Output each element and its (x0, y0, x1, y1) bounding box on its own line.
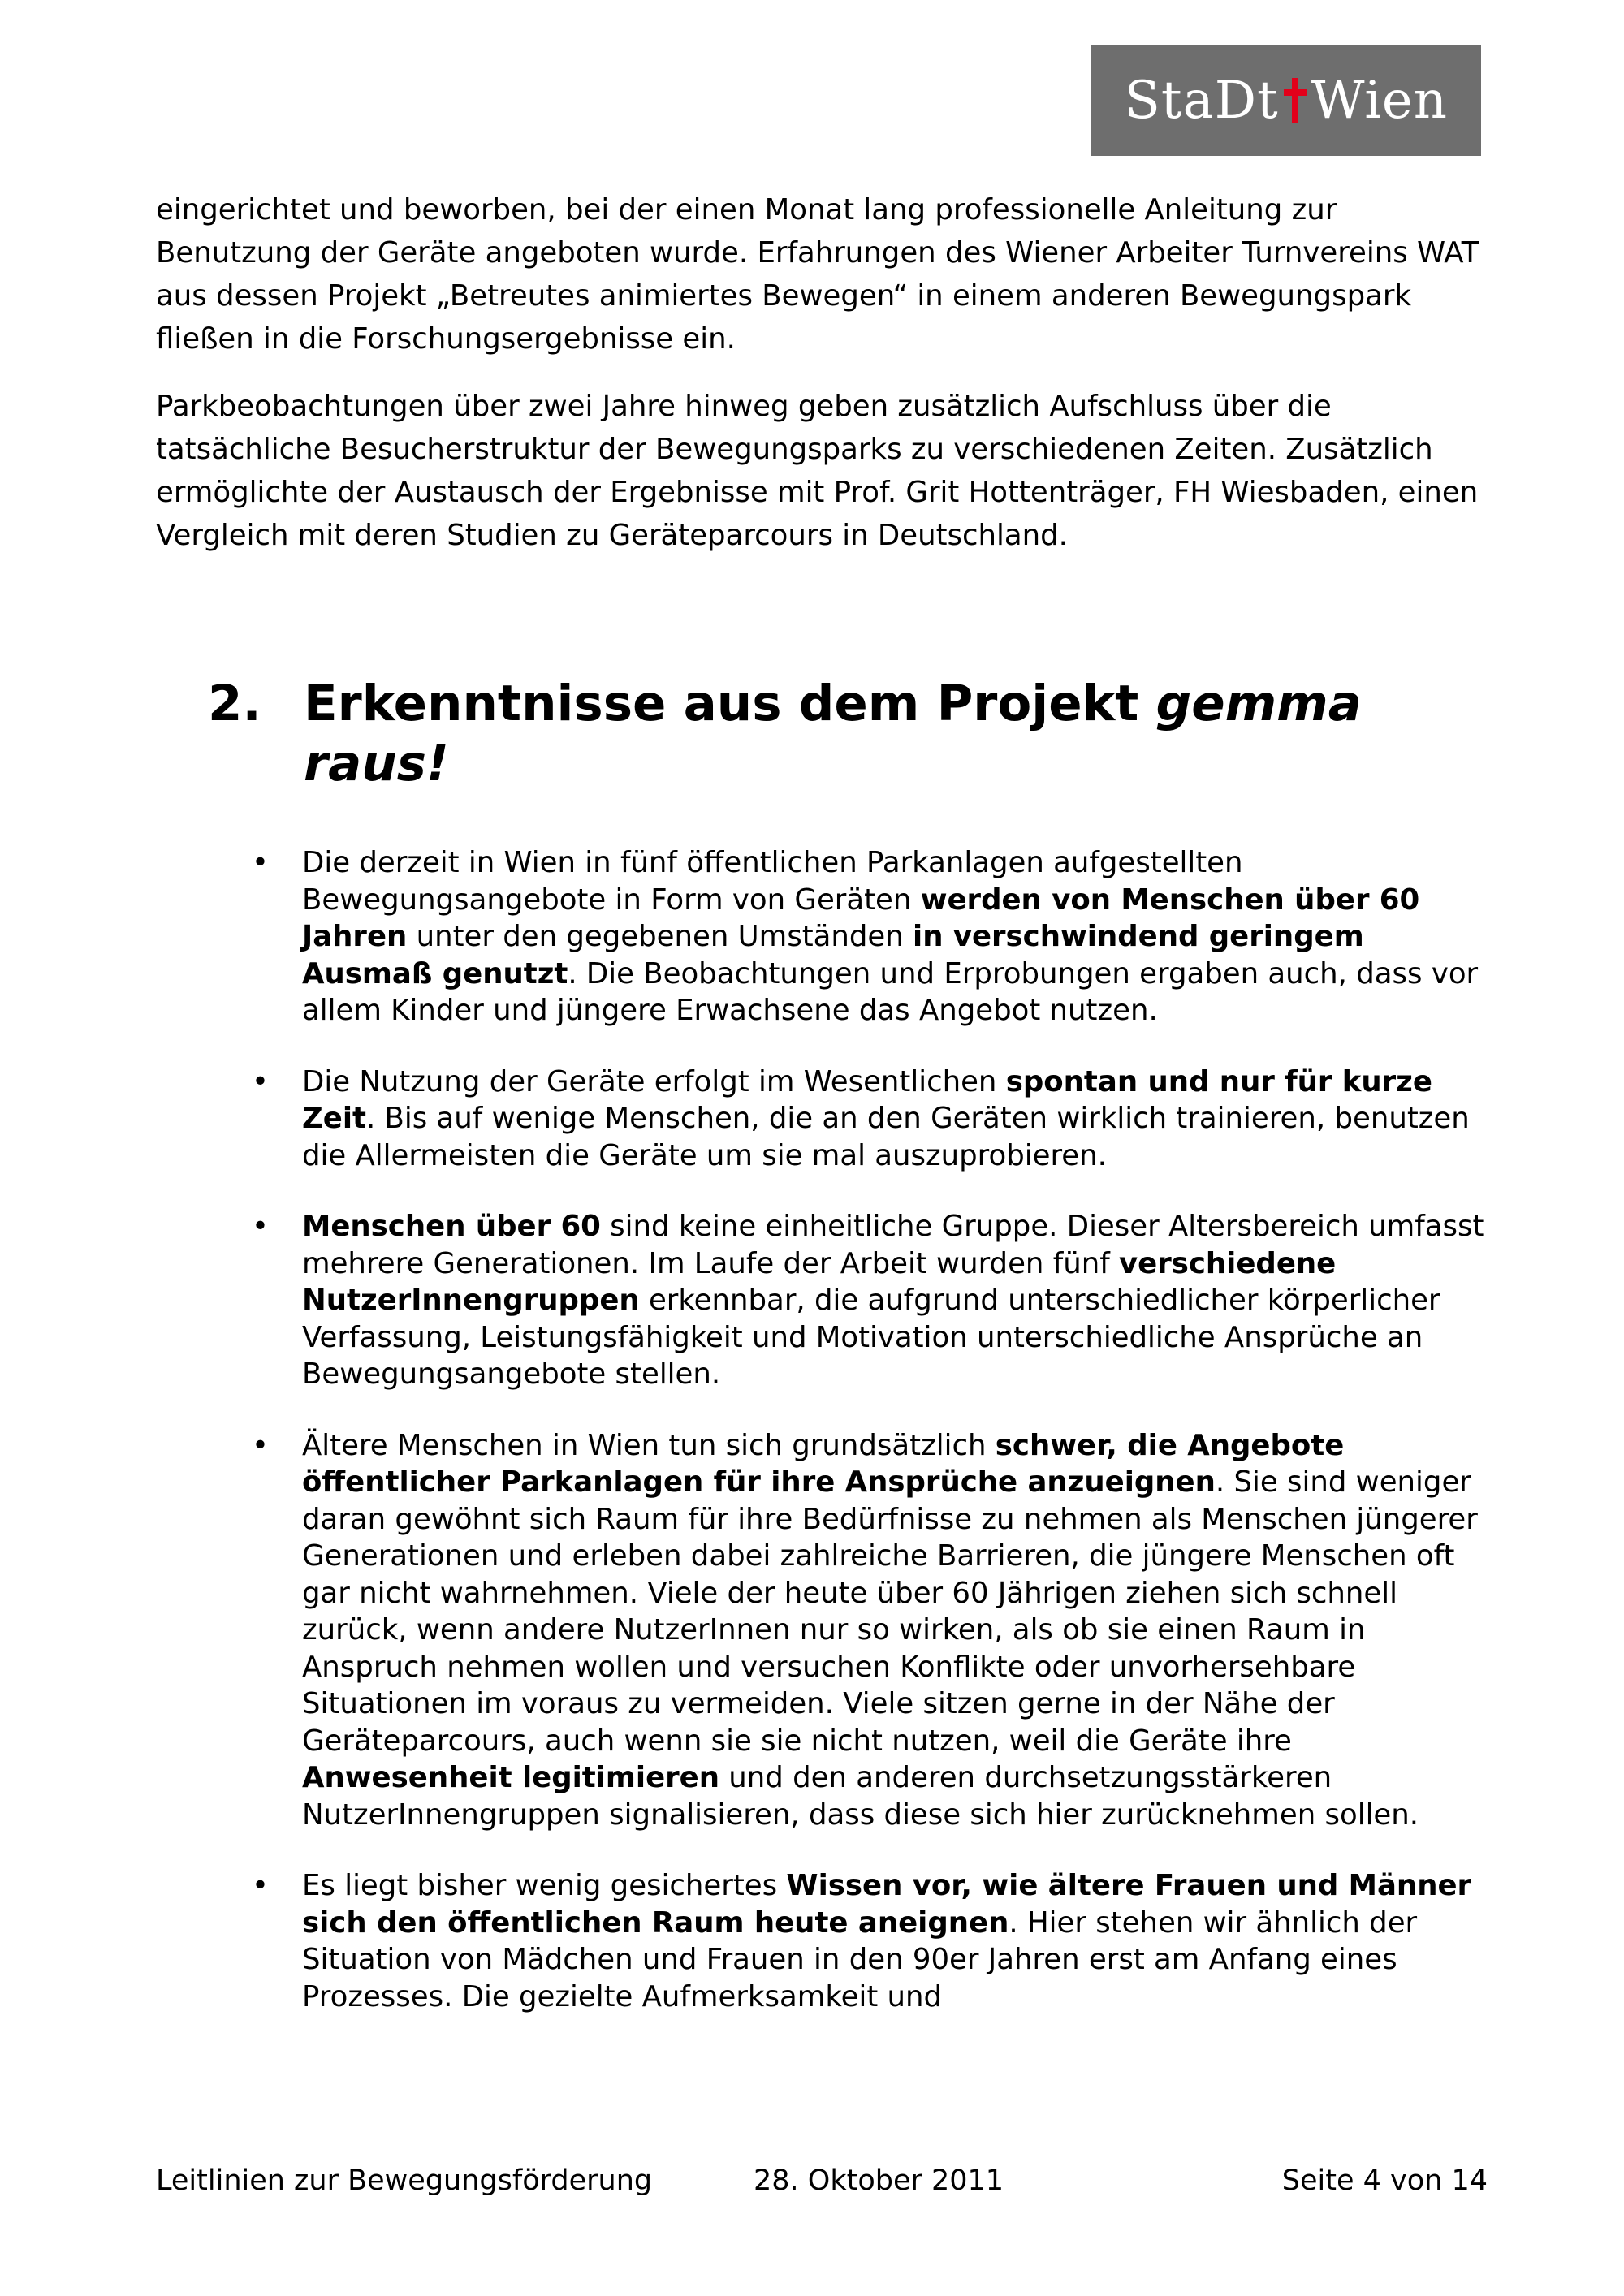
intro-paragraph: Parkbeobachtungen über zwei Jahre hinweg geben zusätzlich Aufschluss über die tatsächliche Besucherstruktur der Bewegungsparks zu verschiedenen Zeiten. Zusätzlich ermöglichte der Austausch der Ergebnisse mit Prof. Grit Hottenträger, FH Wiesbaden, einen Vergleich mit deren Studien zu Geräteparcours in Deutschland. (156, 390, 1479, 552)
bullet-icon: • (252, 1064, 269, 1098)
footer-document-title: Leitlinien zur Bewegungsförderung (156, 2164, 653, 2197)
footer-date: 28. Oktober 2011 (754, 2164, 1004, 2197)
section-title: Erkenntnisse aus dem Projekt gemma raus! (304, 675, 1362, 792)
bullet-icon: • (252, 846, 269, 879)
list-item: • Es liegt bisher wenig gesichertes Wissen vor, wie ältere Frauen und Männer sich den öffentlichen Raum heute aneignen. Hier stehen wir ähnlich der Situation von Mädchen und Frauen in den 90er Jahren erst am Anfang eines Prozesses. Die gezielte Aufmerksamkeit und (252, 1869, 1472, 2013)
list-item: • Die derzeit in Wien in fünf öffentlichen Parkanlagen aufgestellten Bewegungsangebote in Form von Geräten werden von Menschen über 60 Jahren unter den gegebenen Umständen in verschwindend geringem Ausmaß genutzt. Die Beobachtungen und Erprobungen ergaben auch, dass vor allem Kinder und jüngere Erwachsene das Angebot nutzen. (252, 846, 1479, 1027)
intro-paragraph: eingerichtet und beworben, bei der einen Monat lang professionelle Anleitung zur Benutzung der Geräte angeboten wurde. Erfahrungen des Wiener Arbeiter Turnvereins WAT aus dessen Projekt „Betreutes animiertes Bewegen“ in einem anderen Bewegungspark fließen in die Forschungsergebnisse ein. (156, 193, 1479, 356)
section-heading (208, 674, 1393, 794)
list-item: • Ältere Menschen in Wien tun sich grundsätzlich schwer, die Angebote öffentlicher Parkanlagen für ihre Ansprüche anzueignen. Sie sind weniger daran gewöhnt sich Raum für ihre Bedürfnisse zu nehmen als Menschen jüngerer Generationen und erleben dabei zahlreiche Barrieren, die jüngere Menschen oft gar nicht wahrnehmen. Viele der heute über 60 Jährigen ziehen sich schnell zurück, wenn andere NutzerInnen nur so wirken, als ob sie einen Raum in Anspruch nehmen wollen und versuchen Konflikte oder unvorhersehbare Situationen im voraus zu vermeiden. Viele sitzen gerne in der Nähe der Geräteparcours, auch wenn sie sie nicht nutzen, weil die Geräte ihre Anwesenheit legitimieren und den anderen durchsetzungsstärkeren NutzerInnengruppen signalisieren, dass diese sich hier zurücknehmen sollen. (252, 1428, 1478, 1832)
footer-page-number: Seite 4 von 14 (1281, 2164, 1488, 2197)
logo-text-left: StaDt (1125, 71, 1279, 131)
red-cross-icon (1284, 78, 1307, 123)
bullet-icon: • (252, 1869, 269, 1902)
section-number: 2. (208, 675, 261, 732)
bullet-icon: • (252, 1210, 269, 1243)
stadt-wien-logo (1091, 45, 1481, 156)
intro-text (156, 188, 1488, 581)
list-item: • Menschen über 60 sind keine einheitliche Gruppe. Dieser Altersbereich umfasst mehrere Generationen. Im Laufe der Arbeit wurden fünf verschiedene NutzerInnengruppen erkennbar, die aufgrund unterschiedlicher körperlicher Verfassung, Leistungsfähigkeit und Motivation unterschiedliche Ansprüche an Bewegungsangebote stellen. (252, 1210, 1484, 1391)
findings-list (252, 844, 1488, 2049)
bullet-icon: • (252, 1428, 269, 1462)
list-item: • Die Nutzung der Geräte erfolgt im Wesentlichen spontan und nur für kurze Zeit. Bis auf wenige Menschen, die an den Geräten wirklich trainieren, benutzen die Allermeisten die Geräte um sie mal auszuprobieren. (252, 1064, 1470, 1172)
logo-wordmark (1125, 71, 1448, 131)
logo-text-right: Wien (1311, 71, 1448, 131)
